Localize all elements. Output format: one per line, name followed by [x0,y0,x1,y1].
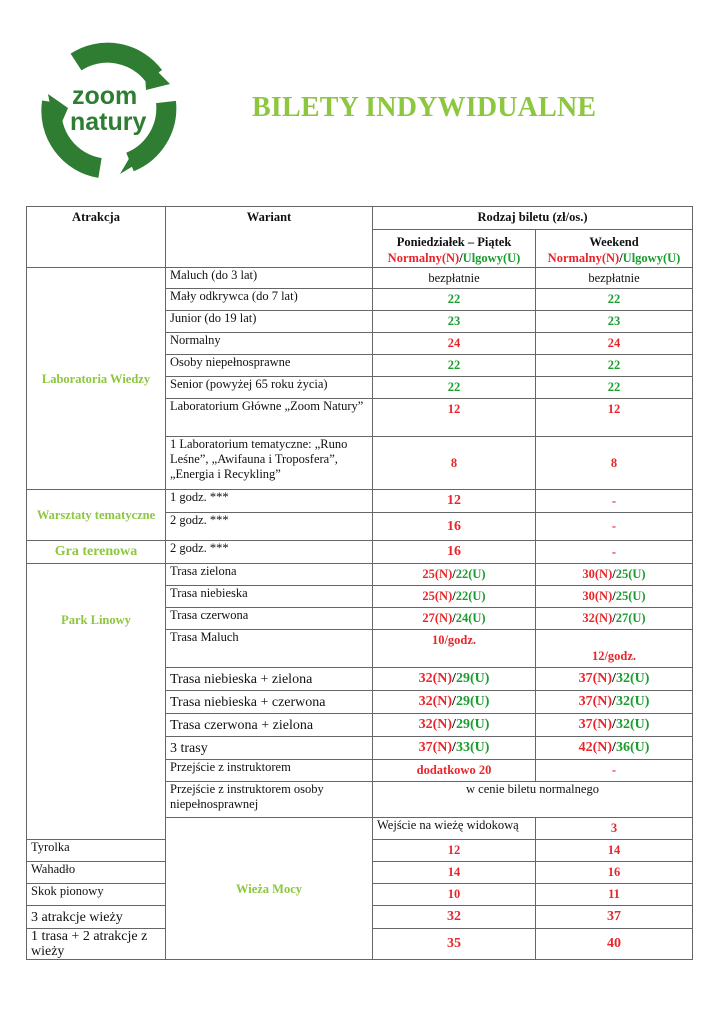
header-row [27,207,693,230]
price-weekend [536,691,693,714]
price-reduced: 24(U) [455,611,486,625]
price-weekday: bezpłatnie [373,268,536,289]
price-weekend: 40 [536,929,693,960]
variant-cell: Normalny [166,333,373,355]
price-both: 3 [536,818,693,840]
variant-cell: 2 godz. *** [166,513,373,541]
header-weekend-label: Weekend [589,235,639,249]
attraction-warsztaty: Warsztaty tematyczne [27,490,166,541]
table-row [27,564,693,586]
price-normal: 30(N) [582,589,613,603]
variant-cell: 2 godz. *** [166,541,373,564]
variant-cell: Trasa niebieska + czerwona [166,691,373,714]
price-weekday: 23 [373,311,536,333]
price-weekday: 10/godz. [373,630,536,668]
price-slash: / [452,717,456,732]
price-reduced: 32(U) [615,671,650,686]
price-slash: / [452,740,456,755]
price-normal: 25(N) [422,589,453,603]
price-slash: / [452,694,456,709]
price-weekend: 14 [536,840,693,862]
price-slash: / [452,589,456,603]
header-weekday-normal: Normalny(N) [387,251,460,265]
price-normal: 37(N) [578,694,613,709]
table-row [27,541,693,564]
price-weekday: 22 [373,355,536,377]
page-title: BILETY INDYWIDUALNE [252,92,597,123]
price-slash: / [452,671,456,686]
variant-cell: Trasa niebieska [166,586,373,608]
price-slash: / [612,611,616,625]
price-weekend: 11 [536,884,693,906]
price-normal: 37(N) [578,671,613,686]
price-weekend: 22 [536,289,693,311]
price-weekday [373,564,536,586]
variant-cell: Senior (powyżej 65 roku życia) [166,377,373,399]
price-reduced: 22(U) [455,589,486,603]
header-weekday [373,230,536,268]
price-weekend [536,668,693,691]
variant-cell: Skok pionowy [27,884,166,906]
variant-cell: Trasa zielona [166,564,373,586]
price-weekend: - [536,490,693,513]
price-normal: 32(N) [582,611,613,625]
header-weekend-slash: / [619,251,623,265]
attraction-park-linowy: Park Linowy [27,564,166,840]
logo-line2: natury [70,108,147,136]
price-reduced: 25(U) [615,567,646,581]
price-weekday: 35 [373,929,536,960]
price-weekday: 10 [373,884,536,906]
price-reduced: 32(U) [615,717,650,732]
header-weekday-label: Poniedziałek – Piątek [396,235,512,249]
price-normal: 25(N) [422,567,453,581]
attraction-laboratoria: Laboratoria Wiedzy [27,268,166,490]
price-table [26,206,693,960]
price-normal: 27(N) [422,611,453,625]
price-weekday: 8 [373,437,536,490]
table-row [27,268,693,289]
header-weekday-reduced: Ulgowy(U) [462,251,521,265]
price-weekend: - [536,760,693,782]
price-weekend [536,714,693,737]
variant-cell: Osoby niepełnosprawne [166,355,373,377]
header-variant: Wariant [166,207,373,268]
price-weekday [373,668,536,691]
variant-cell: Junior (do 19 lat) [166,311,373,333]
price-reduced: 22(U) [455,567,486,581]
price-weekend: 37 [536,906,693,929]
header-weekend-reduced: Ulgowy(U) [622,251,681,265]
price-slash: / [612,589,616,603]
price-normal: 37(N) [578,717,613,732]
price-weekend: 8 [536,437,693,490]
price-both: w cenie biletu normalnego [373,782,693,818]
price-weekday: 14 [373,862,536,884]
logo-line1: zoom [72,82,138,110]
variant-cell: Tyrolka [27,840,166,862]
variant-cell: Przejście z instruktorem [166,760,373,782]
price-normal: 32(N) [418,671,453,686]
price-reduced: 29(U) [455,694,490,709]
price-weekend: - [536,513,693,541]
price-weekend: 24 [536,333,693,355]
price-weekday: 12 [373,490,536,513]
price-weekday: 16 [373,541,536,564]
price-slash: / [452,567,456,581]
price-weekend [536,737,693,760]
price-weekday: 22 [373,289,536,311]
variant-cell: Trasa Maluch [166,630,373,668]
header-weekday-slash: / [459,251,463,265]
variant-cell: Przejście z instruktorem osoby niepełnosprawnej [166,782,373,818]
price-slash: / [612,717,616,732]
price-normal: 32(N) [418,694,453,709]
header-attraction: Atrakcja [27,207,166,268]
price-normal: 30(N) [582,567,613,581]
header-ticket-type: Rodzaj biletu (zł/os.) [373,207,693,230]
price-normal: 42(N) [578,740,613,755]
price-weekday [373,691,536,714]
price-weekday: 12 [373,399,536,437]
price-reduced: 27(U) [615,611,646,625]
variant-cell: 1 godz. *** [166,490,373,513]
price-reduced: 29(U) [455,671,490,686]
price-weekday: 12 [373,840,536,862]
header-weekend [536,230,693,268]
price-weekday [373,737,536,760]
price-reduced: 29(U) [455,717,490,732]
price-weekday: 24 [373,333,536,355]
zoom-natury-logo [38,40,178,180]
variant-cell: Mały odkrywca (do 7 lat) [166,289,373,311]
price-weekend [536,564,693,586]
price-normal: 32(N) [418,717,453,732]
price-weekday [373,714,536,737]
price-reduced: 33(U) [455,740,490,755]
price-weekend: 16 [536,862,693,884]
price-weekend: bezpłatnie [536,268,693,289]
attraction-gra-terenowa: Gra terenowa [27,541,166,564]
logo-ring-icon [38,40,178,180]
price-slash: / [612,567,616,581]
price-weekend [536,586,693,608]
variant-cell: Maluch (do 3 lat) [166,268,373,289]
price-weekend: 12/godz. [536,630,693,668]
price-slash: / [612,671,616,686]
price-slash: / [452,611,456,625]
price-weekday: 22 [373,377,536,399]
variant-cell: Wahadło [27,862,166,884]
header-weekend-normal: Normalny(N) [547,251,620,265]
price-weekend [536,608,693,630]
price-weekend: - [536,541,693,564]
variant-cell: 1 trasa + 2 atrakcje z wieży [27,929,166,960]
price-weekday [373,586,536,608]
variant-cell: Trasa czerwona [166,608,373,630]
attraction-wieza-mocy: Wieża Mocy [166,818,373,960]
price-slash: / [612,694,616,709]
price-weekend: 23 [536,311,693,333]
price-weekday: 16 [373,513,536,541]
price-weekday [373,608,536,630]
price-weekend: 12 [536,399,693,437]
price-weekend: 22 [536,377,693,399]
variant-cell: Trasa czerwona + zielona [166,714,373,737]
price-reduced: 32(U) [615,694,650,709]
price-reduced: 36(U) [615,740,650,755]
price-weekend: 22 [536,355,693,377]
variant-cell: 1 Laboratorium tematyczne: „Runo Leśne”, „Awifauna i Troposfera”, „Energia i Recykling” [166,437,373,490]
variant-cell: 3 atrakcje wieży [27,906,166,929]
table-row [27,490,693,513]
variant-cell: 3 trasy [166,737,373,760]
price-reduced: 25(U) [615,589,646,603]
price-normal: 37(N) [418,740,453,755]
price-slash: / [612,740,616,755]
variant-cell: Wejście na wieżę widokową [373,818,536,840]
price-weekday: 32 [373,906,536,929]
variant-cell: Laboratorium Główne „Zoom Natury” [166,399,373,437]
variant-cell: Trasa niebieska + zielona [166,668,373,691]
price-weekday: dodatkowo 20 [373,760,536,782]
